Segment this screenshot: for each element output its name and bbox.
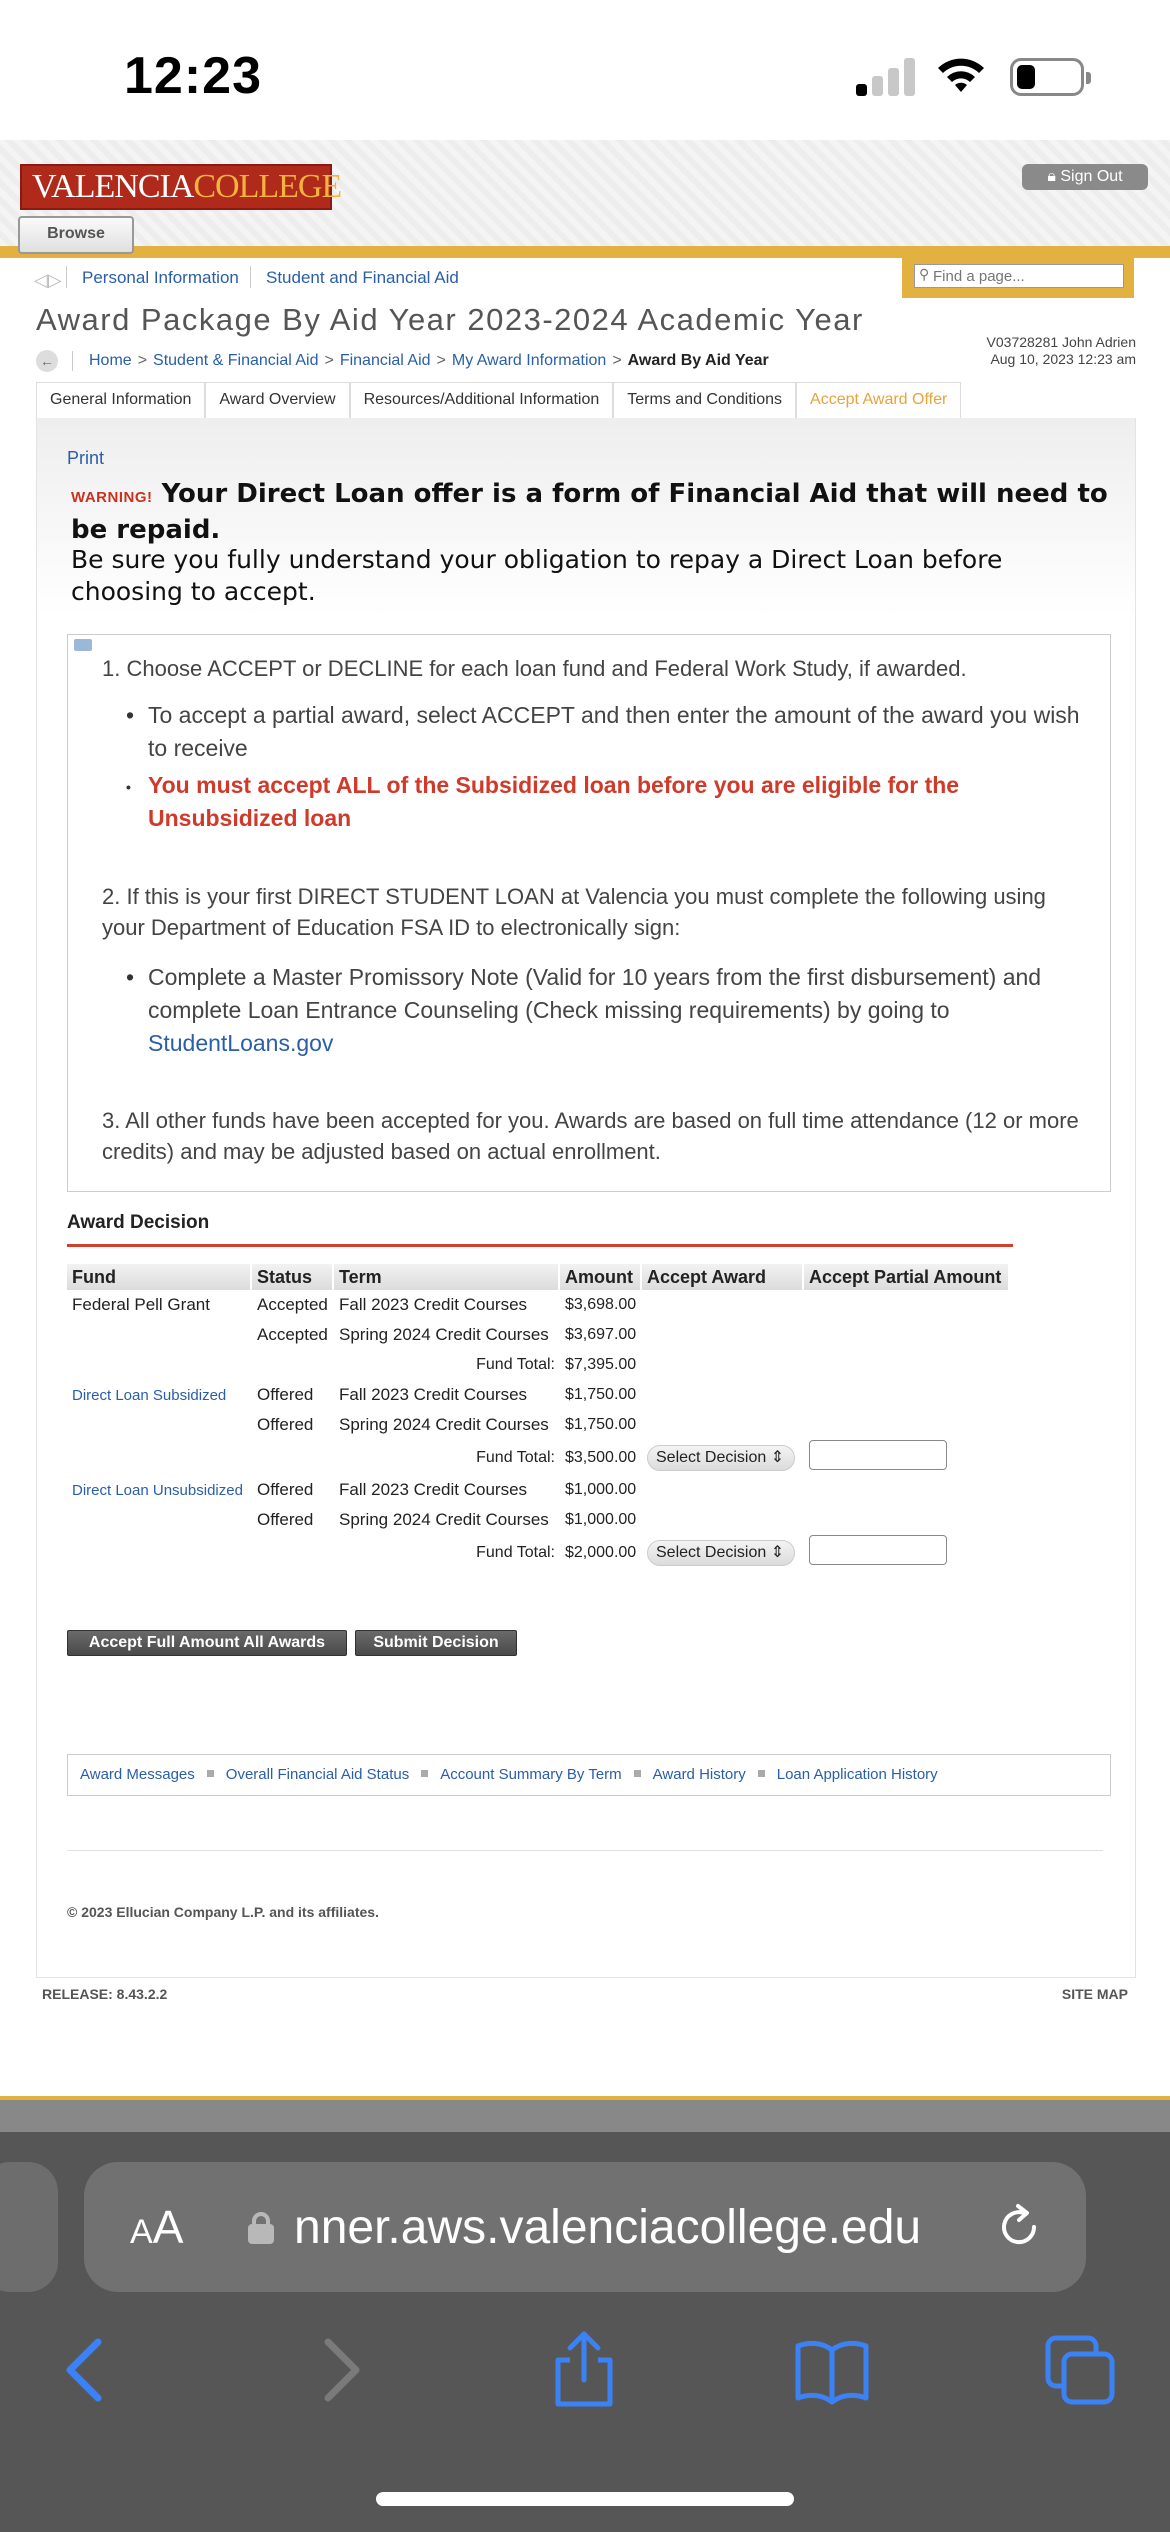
browse-button[interactable]: Browse <box>18 216 134 254</box>
row-amount: $3,698.00 <box>565 1296 637 1313</box>
breadcrumb-home[interactable]: Home <box>89 352 132 370</box>
url-text[interactable]: nner.aws.valenciacollege.edu <box>294 2201 922 2254</box>
back-arrow-icon[interactable]: ← <box>36 350 58 372</box>
site-map-link[interactable]: SITE MAP <box>1061 1986 1128 2002</box>
fund-name: Federal Pell Grant <box>72 1295 210 1314</box>
table-row <box>67 1290 1010 1320</box>
direct-loan-unsubsidized-link[interactable]: Direct Loan Unsubsidized <box>72 1482 243 1499</box>
accept-full-amount-button[interactable]: Accept Full Amount All Awards <box>67 1630 347 1656</box>
row-amount: $1,000.00 <box>565 1481 637 1498</box>
breadcrumb: ← Home > Student & Financial Aid > Financial Aid > My Award Information > Award By Aid Year <box>36 350 769 376</box>
unsubsidized-partial-amount-input[interactable] <box>809 1535 947 1565</box>
tabs-icon[interactable] <box>1040 2330 1120 2410</box>
nav-row <box>0 258 1170 302</box>
row-term: Fall 2023 Credit Courses <box>339 1295 528 1314</box>
award-decision-rule <box>67 1244 1013 1247</box>
valencia-college-logo[interactable]: VALENCIACOLLEGE <box>20 164 332 210</box>
copyright-text: © 2023 Ellucian Company L.P. and its affiliates. <box>67 1904 379 1920</box>
home-indicator[interactable] <box>376 2492 794 2506</box>
footer-divider <box>67 1850 1103 1851</box>
fund-total-label: Fund Total: <box>476 1448 555 1466</box>
tab-bar <box>36 382 961 418</box>
subsidized-partial-amount-input[interactable] <box>809 1440 947 1470</box>
table-row <box>67 1410 1010 1440</box>
reload-icon[interactable] <box>994 2202 1044 2252</box>
account-summary-link[interactable]: Account Summary By Term <box>440 1766 622 1783</box>
award-messages-link[interactable]: Award Messages <box>80 1766 195 1783</box>
forward-icon <box>298 2330 378 2410</box>
row-status: Accepted <box>257 1325 328 1344</box>
row-status: Offered <box>257 1510 314 1529</box>
fund-total-amount: $7,395.00 <box>565 1356 637 1373</box>
fund-total-row <box>67 1350 1010 1380</box>
user-id-name: V03728281 John Adrien <box>986 334 1136 350</box>
tab-accept-award-offer[interactable]: Accept Award Offer <box>796 382 961 418</box>
subsidized-decision-select[interactable]: Select Decision ⇕ <box>647 1445 795 1471</box>
main-panel <box>36 418 1136 1978</box>
lock-icon: 🔒︎ <box>1047 168 1056 185</box>
timestamp: Aug 10, 2023 12:23 am <box>990 351 1136 367</box>
reader-settings-button[interactable]: AA <box>130 2201 184 2253</box>
studentloans-link[interactable]: StudentLoans.gov <box>148 1030 334 1056</box>
wifi-icon <box>934 56 988 96</box>
instruction-step-3: 3. All other funds have been accepted for you. Awards are based on full time attendance (12 or more credits) and may be adjusted based on actual enrollment. <box>102 1108 1079 1164</box>
row-term: Spring 2024 Credit Courses <box>339 1325 549 1344</box>
fund-total-label: Fund Total: <box>476 1543 555 1561</box>
status-time: 12:23 <box>124 47 262 105</box>
direct-loan-subsidized-link[interactable]: Direct Loan Subsidized <box>72 1387 227 1404</box>
release-version: RELEASE: 8.43.2.2 <box>42 1986 168 2002</box>
page-title: Award Package By Aid Year 2023-2024 Academic Year <box>36 302 864 337</box>
instruction-step-1: 1. Choose ACCEPT or DECLINE for each loan fund and Federal Work Study, if awarded. <box>102 656 967 681</box>
breadcrumb-student-financial-aid[interactable]: Student & Financial Aid <box>153 352 319 370</box>
instruction-bullet-partial: • To accept a partial award, select ACCEPT and then enter the amount of the award you wish to receive <box>148 699 1098 765</box>
table-row <box>67 1475 1010 1505</box>
overall-status-link[interactable]: Overall Financial Aid Status <box>225 1766 410 1783</box>
row-status: Offered <box>257 1480 314 1499</box>
fund-total-amount: $3,500.00 <box>565 1448 637 1466</box>
bookmarks-icon[interactable] <box>792 2330 872 2410</box>
unsubsidized-decision-select[interactable]: Select Decision ⇕ <box>647 1540 795 1566</box>
tab-terms-conditions[interactable]: Terms and Conditions <box>613 382 796 418</box>
tab-award-overview[interactable]: Award Overview <box>205 382 349 418</box>
instruction-step-2: 2. If this is your first DIRECT STUDENT LOAN at Valencia you must complete the following using your Department of Education FSA ID to electronically sign: <box>102 884 1046 940</box>
award-table-header <box>67 1264 1010 1290</box>
row-amount: $1,000.00 <box>565 1511 637 1528</box>
nav-personal-information[interactable]: Personal Information <box>82 268 239 287</box>
instruction-bullet-subsidized: • You must accept ALL of the Subsidized loan before you are eligible for the Unsubsidized loan <box>148 769 1098 835</box>
row-term: Fall 2023 Credit Courses <box>339 1480 528 1499</box>
find-page-input[interactable] <box>914 264 1124 288</box>
status-bar <box>0 0 1170 140</box>
loan-application-history-link[interactable]: Loan Application History <box>776 1766 938 1783</box>
row-term: Fall 2023 Credit Courses <box>339 1385 528 1404</box>
print-link[interactable]: Print <box>67 448 105 468</box>
row-status: Offered <box>257 1415 314 1434</box>
submit-decision-button[interactable]: Submit Decision <box>355 1630 517 1656</box>
battery-icon <box>1010 58 1084 96</box>
site-header <box>0 140 1170 258</box>
tab-general-information[interactable]: General Information <box>36 382 205 418</box>
award-history-link[interactable]: Award History <box>652 1766 746 1783</box>
fund-total-amount: $2,000.00 <box>565 1543 637 1561</box>
instruction-bullet-mpn: • Complete a Master Promissory Note (Valid for 10 years from the first disbursement) and complete Loan Entrance Counseling (Check missing requirements) by going to StudentLoans.gov <box>148 961 1098 1060</box>
col-fund: Fund <box>67 1264 252 1290</box>
note-icon <box>74 639 92 651</box>
fund-total-row <box>67 1535 1010 1570</box>
lock-icon <box>248 2212 274 2242</box>
col-accept-award: Accept Award <box>642 1264 804 1290</box>
row-amount: $1,750.00 <box>565 1416 637 1433</box>
col-term: Term <box>334 1264 560 1290</box>
award-table <box>67 1264 1010 1570</box>
sign-out-button[interactable]: 🔒︎ Sign Out <box>1022 164 1148 190</box>
row-status: Offered <box>257 1385 314 1404</box>
search-icon: ⚲ <box>919 266 930 282</box>
table-row <box>67 1380 1010 1410</box>
footer-link-bar <box>67 1754 1111 1796</box>
user-meta <box>987 334 1136 368</box>
warning-message: WARNING! Your Direct Loan offer is a form of Financial Aid that will need to be repaid. <box>71 479 1108 545</box>
address-bar[interactable] <box>84 2162 1086 2292</box>
row-amount: $3,697.00 <box>565 1326 637 1343</box>
nav-arrows-icon[interactable]: ◁▷ <box>34 270 62 290</box>
table-row <box>67 1505 1010 1535</box>
share-icon[interactable] <box>544 2330 624 2410</box>
row-status: Accepted <box>257 1295 328 1314</box>
breadcrumb-financial-aid[interactable]: Financial Aid <box>339 352 431 370</box>
cellular-signal-icon <box>856 58 916 96</box>
warning-subtext: Be sure you fully understand your obligation to repay a Direct Loan before choosing to accept. <box>71 545 1003 606</box>
chevron-updown-icon: ⇕ <box>770 1543 785 1561</box>
col-status: Status <box>252 1264 334 1290</box>
tab-resources[interactable]: Resources/Additional Information <box>350 382 614 418</box>
breadcrumb-my-award-information[interactable]: My Award Information <box>451 352 607 370</box>
col-accept-partial: Accept Partial Amount <box>804 1264 1010 1290</box>
row-term: Spring 2024 Credit Courses <box>339 1415 549 1434</box>
previous-tab-preview[interactable] <box>0 2162 58 2292</box>
find-page-box <box>902 258 1134 298</box>
nav-student-financial-aid[interactable]: Student and Financial Aid <box>266 268 459 287</box>
instructions-box <box>67 634 1111 1192</box>
col-amount: Amount <box>560 1264 642 1290</box>
fund-total-row <box>67 1440 1010 1475</box>
fund-total-label: Fund Total: <box>476 1356 555 1373</box>
back-icon[interactable] <box>48 2330 128 2410</box>
chevron-updown-icon: ⇕ <box>770 1448 785 1466</box>
table-row <box>67 1320 1010 1350</box>
row-term: Spring 2024 Credit Courses <box>339 1510 549 1529</box>
row-amount: $1,750.00 <box>565 1386 637 1403</box>
warning-tag: WARNING! <box>71 489 153 506</box>
award-decision-heading: Award Decision <box>67 1212 210 1233</box>
safari-bottom-bar <box>0 2096 1170 2532</box>
breadcrumb-current: Award By Aid Year <box>627 352 769 370</box>
